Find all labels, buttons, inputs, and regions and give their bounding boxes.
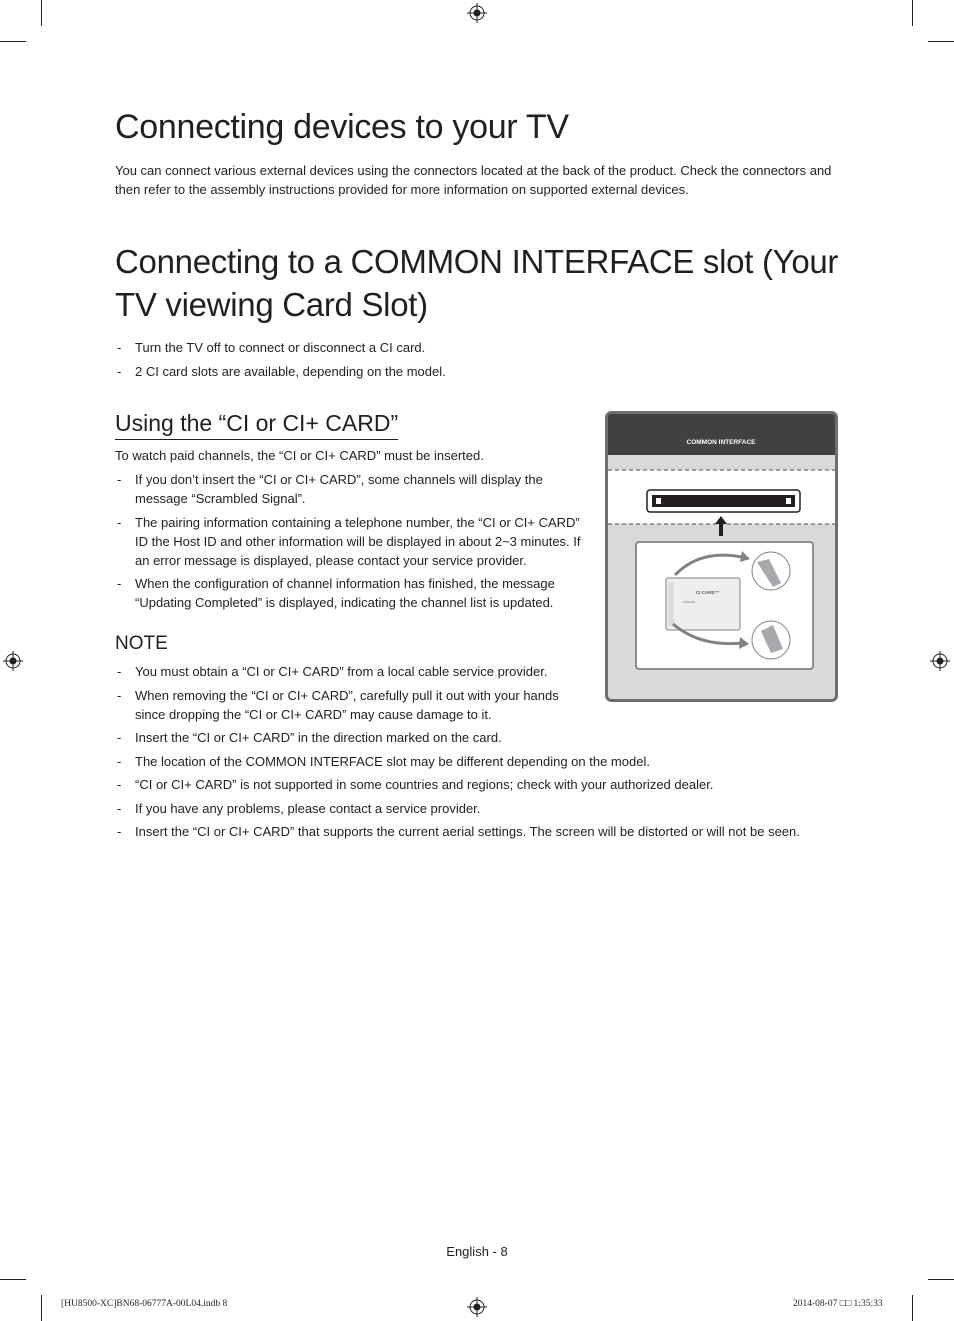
using-ci-card-list bbox=[115, 470, 590, 617]
crop-mark bbox=[928, 1279, 954, 1280]
list-item: - If you don’t insert the “CI or CI+ CARD”, some channels will display the message “Scrambled Signal”. bbox=[115, 470, 590, 508]
crop-mark bbox=[912, 0, 913, 26]
print-imprint-date: 2014-08-07 □□ 1:35:33 bbox=[793, 1299, 883, 1309]
crop-mark bbox=[0, 1279, 26, 1280]
registration-mark-icon bbox=[467, 3, 487, 23]
crop-mark bbox=[41, 1295, 42, 1321]
page-number: English - 8 bbox=[446, 1244, 508, 1259]
note-title: NOTE bbox=[115, 633, 168, 654]
list-item: - When removing the “CI or CI+ CARD”, carefully pull it out with your hands since dropping the “CI or CI+ CARD” may cause damage to it. bbox=[115, 686, 585, 724]
list-item: - Turn the TV off to connect or disconnect a CI card. bbox=[115, 338, 815, 357]
figure-header-label: COMMON INTERFACE bbox=[686, 439, 756, 446]
list-item: - 2 CI card slots are available, depending on the model. bbox=[115, 362, 815, 381]
intro-paragraph: You can connect various external devices using the connectors located at the back of the product. Check the connectors and then refer to the assembly instructions provided for more information on supported external devices. bbox=[115, 163, 832, 197]
list-item: - When the configuration of channel information has finished, the message “Updating Completed” is displayed, indicating the channel list is updated. bbox=[115, 574, 590, 612]
card-label: CI CARD™ bbox=[696, 590, 720, 595]
list-item: - You must obtain a “CI or CI+ CARD” from a local cable service provider. bbox=[115, 662, 585, 681]
list-item: - If you have any problems, please contact a service provider. bbox=[115, 799, 835, 818]
crop-mark bbox=[912, 1295, 913, 1321]
ci-section-notes bbox=[115, 338, 815, 385]
list-item: - “CI or CI+ CARD” is not supported in some countries and regions; check with your authorized dealer. bbox=[115, 775, 835, 794]
list-item: - The pairing information containing a telephone number, the “CI or CI+ CARD” ID the Host ID and other information will be displayed in about 2~3 minutes. If an error message is displayed, please contact your service provider. bbox=[115, 513, 590, 570]
crop-mark bbox=[41, 0, 42, 26]
ci-section-title: Connecting to a COMMON INTERFACE slot (Your TV viewing Card Slot) bbox=[115, 243, 839, 323]
list-item: - The location of the COMMON INTERFACE slot may be different depending on the model. bbox=[115, 752, 835, 771]
registration-mark-icon bbox=[930, 651, 950, 671]
page-title: Connecting devices to your TV bbox=[115, 108, 569, 146]
ci-card-illustration bbox=[605, 411, 838, 702]
registration-mark-icon bbox=[467, 1297, 487, 1317]
print-imprint-file: [HU8500-XC]BN68-06777A-00L04.indb 8 bbox=[61, 1299, 228, 1309]
list-item: - Insert the “CI or CI+ CARD” in the direction marked on the card. bbox=[115, 728, 835, 747]
list-item: - Insert the “CI or CI+ CARD” that supports the current aerial settings. The screen will be distorted or will not be seen. bbox=[115, 822, 835, 841]
using-intro: To watch paid channels, the “CI or CI+ CARD” must be inserted. bbox=[115, 448, 484, 463]
crop-mark bbox=[0, 41, 26, 42]
registration-mark-icon bbox=[3, 651, 23, 671]
crop-mark bbox=[928, 41, 954, 42]
using-ci-card-title: Using the “CI or CI+ CARD” bbox=[115, 408, 398, 440]
